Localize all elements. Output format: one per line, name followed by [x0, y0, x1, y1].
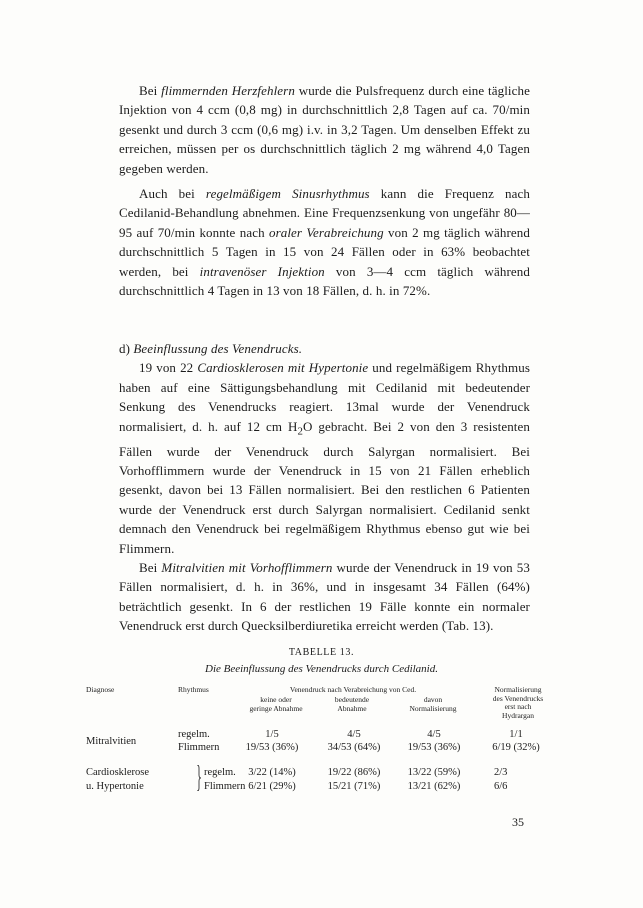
text-run: O gebracht. Bei 2 von den 3 resistenten Fällen wurde der Venendruck durch Salyrgan normalisiert. Bei Vorhofflimmern wurde der Venendruck in 15 von 21 Fällen erheblich gesenkt, davon bei 13 Fällen normalisiert. Bei den restlichen 6 Patienten wurde der Venendruck erst durch Salyrgan normalisiert. Cedilanid senkt demnach den Venendruck bei regelmäßigem Rhythmus ebenso gut wie bei Flimmern. — [119, 418, 530, 556]
header-rhythmus: Rhythmus — [178, 685, 209, 694]
cell-c2: 4/5 — [347, 729, 361, 740]
header-line: Normalisierung — [494, 685, 542, 694]
emphasis-text: Mitralvitien mit Vorhofflimmern — [161, 560, 333, 576]
emphasis-text: flimmernden Herzfehlern — [161, 83, 295, 98]
section-title: Beeinflussung des Venendrucks. — [133, 341, 303, 356]
text-run: wurde die Pulsfrequenz durch eine tägliche Injektion von 4 ccm (0,8 mg) in durchschnittlich 2,8 Tagen auf ca. 70/min gesenkt und durch 3 ccm (0,6 mg) i.v. in 3,2 Tagen. Um denselben Effekt zu erreichen, müssen per os durchschnittlich täglich 2 mg während 4,0 Tagen gegeben werden. — [119, 83, 530, 176]
header-line: Normalisierung — [409, 703, 457, 713]
header-col2 — [318, 696, 386, 713]
header-line: keine oder — [260, 695, 292, 704]
emphasis-text: Cardiosklerosen mit Hypertonie — [197, 360, 369, 376]
header-line: erst nach — [504, 702, 532, 711]
paragraph-flimmernde-herzfehler — [119, 81, 530, 178]
text-run: Auch bei — [139, 186, 206, 201]
cell-c3: 19/53 (36%) — [407, 742, 461, 753]
cell-c4: 6/19 (32%) — [492, 742, 540, 753]
cell-diagnose: Cardiosklerose — [86, 767, 149, 778]
cell-c1: 1/5 — [265, 729, 279, 740]
cell-c4: 2/3 — [494, 767, 508, 778]
header-line: des Venendrucks — [492, 693, 544, 703]
cell-rhythmus: regelm. — [204, 767, 236, 778]
text-run: von 3—4 ccm täglich während durchschnittlich 4 Tagen in 13 von 18 Fällen, d. h. in 72%. — [119, 263, 530, 299]
cell-c3: 13/22 (59%) — [407, 767, 461, 778]
table-title: TABELLE 13. — [288, 647, 355, 658]
subscript: 2 — [297, 425, 303, 438]
header-venendruck-group: Venendruck nach Verabreichung von Ced. — [289, 685, 417, 694]
cell-diagnose: Mitralvitien — [86, 736, 137, 747]
text-run: Bei — [139, 560, 162, 576]
emphasis-text: oraler Verabreichung — [268, 224, 384, 240]
text-run: kann die Frequenz nach Cedilanid-Behandlung abnehmen. Eine Frequenzsenkung von ungefähr 80—95 auf 70/min konnte nach — [119, 186, 530, 240]
header-diagnose: Diagnose — [86, 685, 115, 694]
section-label: d) — [119, 341, 134, 356]
text-run: Bei — [139, 83, 162, 98]
cell-c2: 19/22 (86%) — [327, 767, 381, 778]
paragraph-sinusrhythmus — [119, 184, 530, 300]
paragraph-cardiosklerosen — [119, 358, 530, 558]
header-col1 — [236, 696, 316, 713]
header-col4 — [482, 686, 554, 720]
header-col3 — [398, 696, 468, 713]
section-heading — [119, 339, 530, 358]
cell-c2: 15/21 (71%) — [327, 781, 381, 792]
header-line: bedeutende — [334, 695, 370, 704]
emphasis-text: regelmäßigem Sinusrhythmus — [205, 186, 370, 201]
table-caption: Die Beeinflussung des Venendrucks durch Cedilanid. — [205, 663, 438, 675]
text-run: von 2 mg täglich während durchschnittlich 5 Tagen in 15 von 24 Fällen oder in 63% beobachtet werden, bei — [119, 224, 530, 279]
cell-diagnose: u. Hypertonie — [86, 781, 144, 792]
header-line: geringe Abnahme — [249, 703, 303, 713]
cell-c3: 4/5 — [427, 729, 441, 740]
text-run: wurde der Venendruck in 19 von 53 Fällen normalisiert, d. h. in 36%, und in insgesamt 34 Fällen (64%) beträchtlich gesenkt. In 6 der restlichen 19 Fälle konnte ein normaler Venendruck erst durch Quecksilberdiuretika erreicht werden (Tab. 13). — [119, 560, 531, 634]
cell-c2: 34/53 (64%) — [327, 742, 381, 753]
cell-rhythmus: regelm. — [178, 729, 210, 740]
cell-c4: 1/1 — [509, 729, 523, 740]
cell-c1: 6/21 (29%) — [248, 781, 296, 792]
text-run: und regelmäßigem Rhythmus haben auf eine Sättigungsbehandlung mit Cedilanid mit bedeutender Senkung des Venendrucks reagiert. 13mal wurde der Venendruck normalisiert, d. h. auf 12 cm H — [119, 360, 530, 434]
header-line: Abnahme — [337, 703, 367, 713]
cell-rhythmus: Flimmern — [204, 781, 246, 792]
cell-c4: 6/6 — [494, 781, 508, 792]
cell-c3: 13/21 (62%) — [407, 781, 461, 792]
header-line: davon — [423, 695, 443, 704]
cell-rhythmus: Flimmern — [178, 742, 220, 753]
cell-c1: 3/22 (14%) — [248, 767, 296, 778]
header-line: Hydrargan — [502, 710, 534, 720]
brace-icon — [196, 765, 201, 791]
page-number: 35 — [512, 815, 524, 829]
emphasis-text: intravenöser Injektion — [199, 263, 325, 279]
section-venendruck — [119, 339, 530, 636]
text-run: 19 von 22 — [139, 360, 198, 376]
cell-c1: 19/53 (36%) — [245, 742, 299, 753]
paragraph-mitralvitien — [119, 558, 530, 636]
